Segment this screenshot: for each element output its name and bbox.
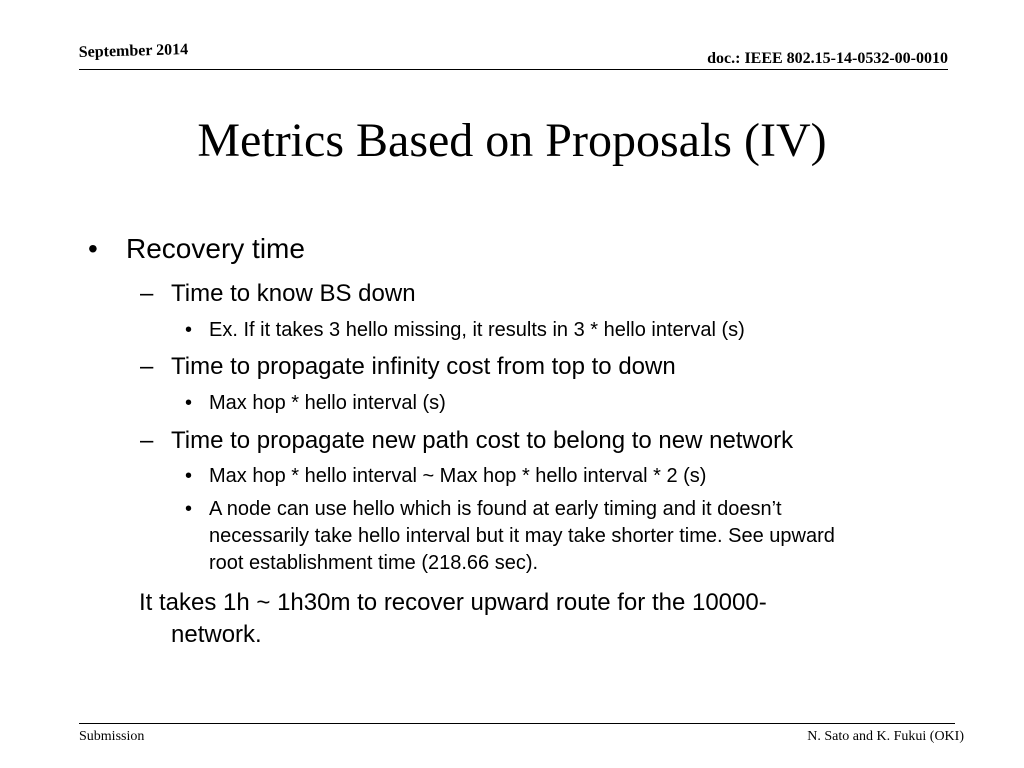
bullet-recovery-time: Recovery time <box>126 233 305 264</box>
dash-marker: – <box>140 280 154 307</box>
dot-marker: • <box>185 465 193 487</box>
sub-sub-bullet-example: Ex. If it takes 3 hello missing, it results in 3 * hello interval (s) <box>209 319 745 341</box>
sub-bullet-propagate-new-path: Time to propagate new path cost to belong to new network <box>171 427 794 454</box>
footer-authors: N. Sato and K. Fukui (OKI) <box>807 729 964 744</box>
dot-marker: • <box>185 392 193 414</box>
bullet-level1-marker: • <box>88 233 98 264</box>
sub-sub-bullet-hello-line-3: root establishment time (218.66 sec). <box>209 552 539 574</box>
dot-marker: • <box>185 319 193 341</box>
conclusion-line-2: network. <box>171 621 262 648</box>
header-date: September 2014 <box>78 41 189 62</box>
dot-marker: • <box>185 498 193 520</box>
sub-bullet-know-bs-down: Time to know BS down <box>171 280 416 307</box>
slide-title: Metrics Based on Proposals (IV) <box>197 114 827 167</box>
sub-sub-bullet-max-hop-range: Max hop * hello interval ~ Max hop * hello interval * 2 (s) <box>209 465 707 487</box>
sub-sub-bullet-hello-line-1: A node can use hello which is found at early timing and it doesn’t <box>209 498 782 520</box>
dash-marker: – <box>140 353 154 380</box>
sub-sub-bullet-hello-line-2: necessarily take hello interval but it may take shorter time. See upward <box>209 525 835 547</box>
dash-marker: – <box>140 427 154 454</box>
footer-submission: Submission <box>79 729 145 744</box>
conclusion-line-1: It takes 1h ~ 1h30m to recover upward route for the 10000- <box>139 589 767 616</box>
header-doc-id: doc.: IEEE 802.15-14-0532-00-0010 <box>707 50 948 67</box>
sub-sub-bullet-max-hop: Max hop * hello interval (s) <box>209 392 446 414</box>
footer-rule <box>79 723 955 724</box>
sub-bullet-propagate-infinity: Time to propagate infinity cost from top to down <box>171 353 676 380</box>
